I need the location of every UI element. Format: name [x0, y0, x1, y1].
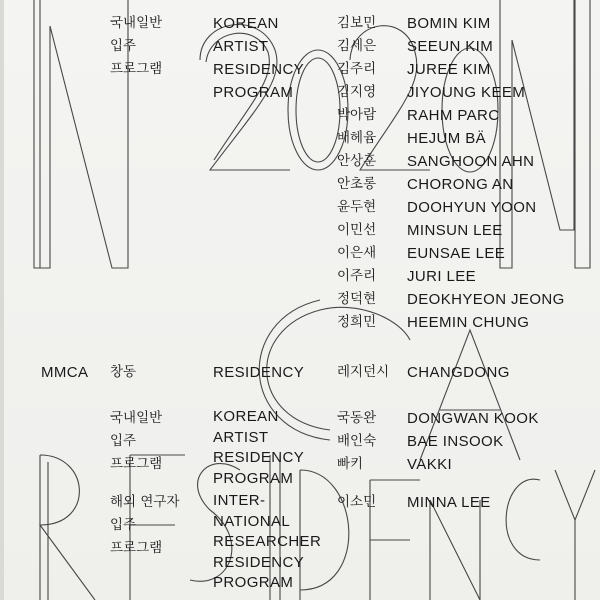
artist-list-ko-1	[337, 12, 376, 334]
artist-name-ko: 빠키	[337, 456, 364, 472]
artist-name-ko: 배인숙	[337, 433, 377, 449]
artist-name-ko: 김지영	[337, 84, 377, 100]
artist-name-en: VAKKI	[407, 456, 453, 473]
artist-name-ko: 김주리	[337, 61, 377, 77]
place-label-ko: 창동	[110, 364, 137, 380]
artist-name-ko: 안상훈	[337, 153, 377, 169]
program-label-en-1: KOREAN ARTIST RESIDENCY PROGRAM	[213, 15, 305, 101]
artist-name-ko: 김보민	[337, 15, 377, 31]
artist-name-ko: 이주리	[337, 268, 377, 284]
artist-list-en-2	[407, 407, 539, 476]
artist-name-ko: 박아람	[337, 107, 377, 123]
artist-name-ko: 정희민	[337, 314, 377, 330]
artist-name-en: SEEUN KIM	[407, 38, 494, 55]
artist-name-ko: 윤두현	[337, 199, 377, 215]
artist-name-ko: 배헤윰	[337, 130, 377, 146]
program-label-ko-3: 해외 연구자 입주 프로그램	[110, 494, 180, 556]
artist-name-en: CHORONG AN	[407, 176, 514, 193]
program-label-en-2: KOREAN ARTIST RESIDENCY PROGRAM	[213, 408, 305, 487]
artist-list-en-3	[407, 491, 491, 514]
artist-name-ko: 국동완	[337, 410, 377, 426]
artist-name-en: EUNSAE LEE	[407, 245, 506, 262]
artist-name-ko: 이소민	[337, 494, 377, 510]
artist-name-en: DONGWAN KOOK	[407, 410, 539, 427]
artist-name-ko: 정덕현	[337, 291, 377, 307]
artist-name-ko: 김세은	[337, 38, 377, 54]
artist-name-en: BOMIN KIM	[407, 15, 491, 32]
artist-name-en: DOOHYUN YOON	[407, 199, 537, 216]
artist-name-en: JURI LEE	[407, 268, 477, 285]
artist-name-en: HEEMIN CHUNG	[407, 314, 530, 331]
artist-list-ko-2	[337, 407, 376, 476]
program-label-en-3: INTER- NATIONAL RESEARCHER RESIDENCY PROGRAM	[213, 492, 322, 591]
program-label-ko-2: 국내일반 입주 프로그램	[110, 410, 163, 472]
artist-name-en: MINNA LEE	[407, 494, 491, 511]
artist-name-en: JUREE KIM	[407, 61, 491, 78]
artist-name-ko: 이은새	[337, 245, 377, 261]
residency-label-ko: 레지던시	[337, 364, 390, 380]
artist-name-en: BAE INSOOK	[407, 433, 504, 450]
artist-name-en: MINSUN LEE	[407, 222, 503, 239]
place-label-en: CHANGDONG	[407, 364, 510, 381]
artist-name-en: HEJUM BÄ	[407, 130, 487, 147]
artist-name-en: JIYOUNG KEEM	[407, 84, 526, 101]
artist-name-ko: 안초롱	[337, 176, 377, 192]
artist-list-en-1	[407, 12, 565, 334]
residency-label-en: RESIDENCY	[213, 364, 305, 381]
artist-list-ko-3	[337, 491, 376, 514]
program-label-ko-1: 국내일반 입주 프로그램	[110, 15, 163, 77]
artist-name-ko: 이민선	[337, 222, 377, 238]
artist-name-en: DEOKHYEON JEONG	[407, 291, 565, 308]
org-label: MMCA	[41, 364, 89, 381]
artist-name-en: RAHM PARC	[407, 107, 500, 124]
artist-name-en: SANGHOON AHN	[407, 153, 535, 170]
